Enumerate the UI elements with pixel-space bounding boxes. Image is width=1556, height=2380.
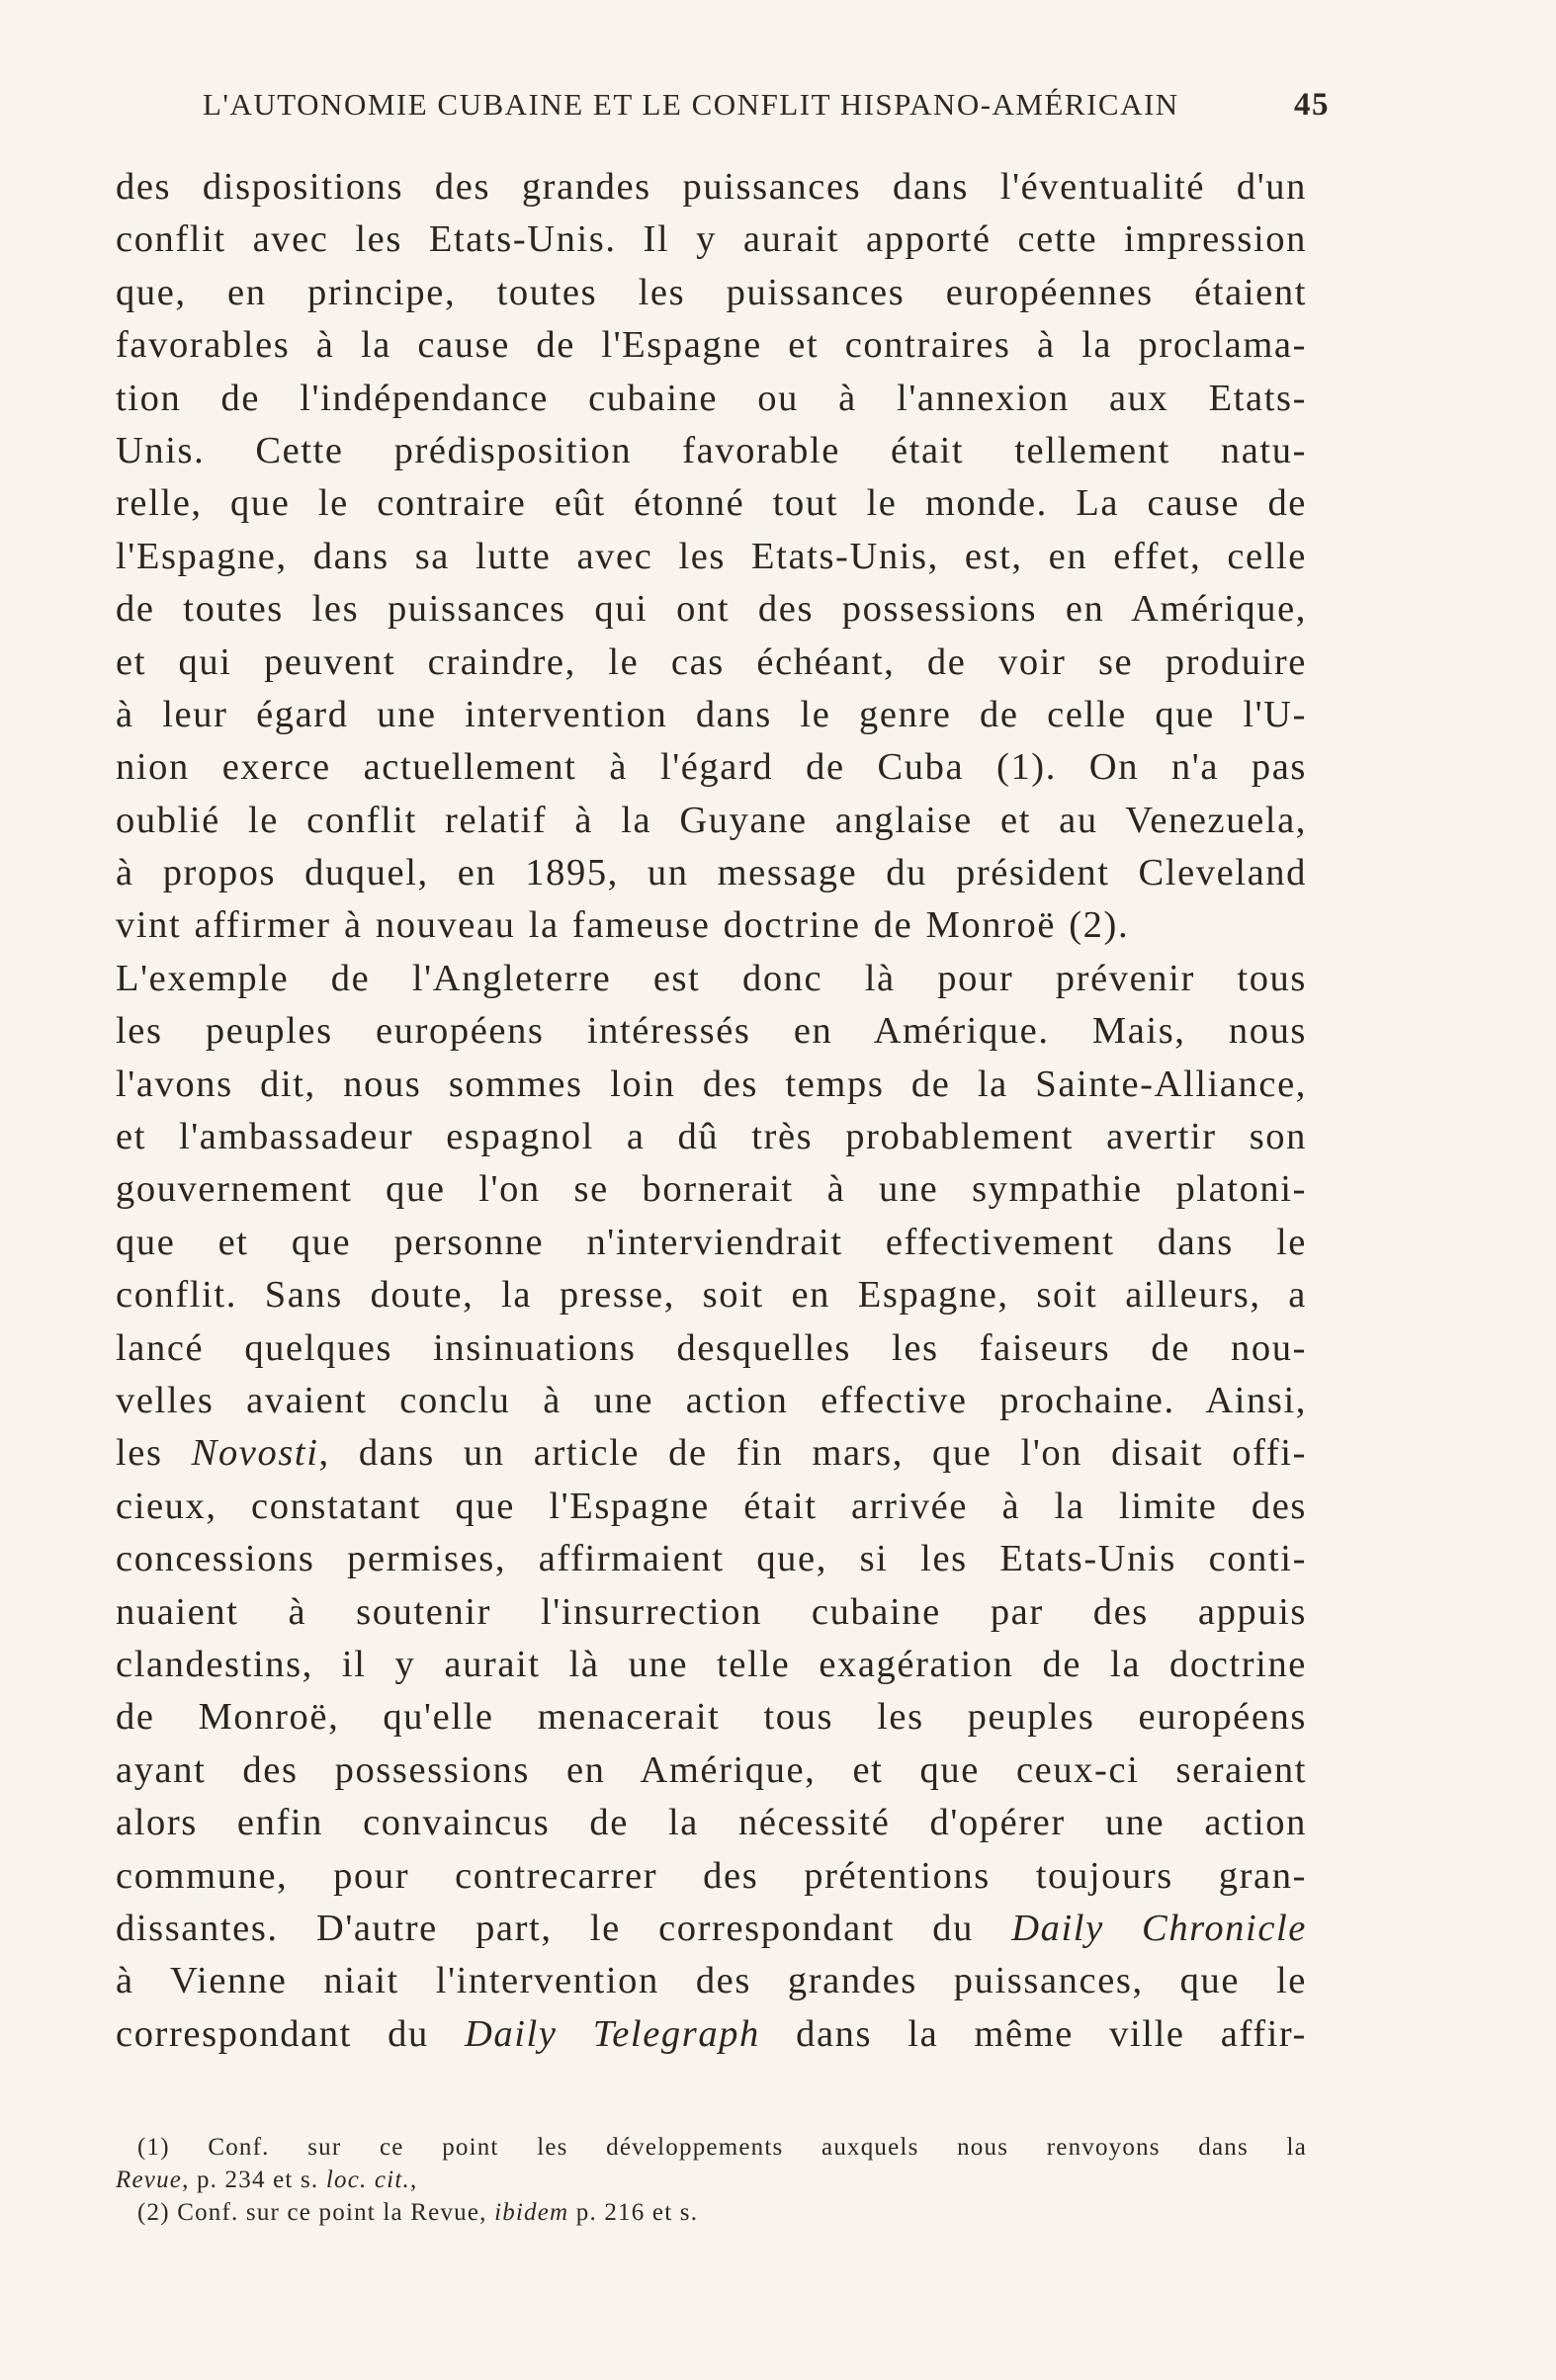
text-line: à propos duquel, en 1895, un message du président Cleveland [116,852,1307,894]
text-line: ayant des possessions en Amérique, et que ceux-ci seraient [116,1748,1307,1791]
text-line: les peuples européens intéressés en Amérique. Mais, nous [116,1010,1307,1053]
running-header [203,87,1330,136]
italic-title: Daily Telegraph [465,2012,760,2055]
text-line: gouvernement que l'on se bornerait à une sympathie platoni- [116,1168,1307,1211]
footnote-line: (1) Conf. sur ce point les développements auxquels nous renvoyons dans la [137,2134,1307,2161]
text-line: cieux, constatant que l'Espagne était arrivée à la limite des [116,1485,1307,1527]
body-text [116,161,1307,2061]
text-line: à leur égard une intervention dans le genre de celle que l'U- [116,693,1307,735]
text-line: vint affirmer à nouveau la fameuse doctrine de Monroë (2). [116,904,1130,947]
text-line: des dispositions des grandes puissances dans l'éventualité d'un [116,166,1307,208]
text-line: concessions permises, affirmaient que, si les Etats-Unis conti- [116,1538,1307,1580]
italic-title: Novosti [191,1432,319,1475]
text-line: tion de l'indépendance cubaine ou à l'annexion aux Etats- [116,377,1307,419]
text-line: de toutes les puissances qui ont des possessions en Amérique, [116,588,1307,631]
text-line: que et que personne n'interviendrait effectivement dans le [116,1221,1307,1263]
text-line: relle, que le contraire eût étonné tout le monde. La cause de [116,482,1307,525]
text-line: velles avaient conclu à une action effective prochaine. Ainsi, [116,1379,1307,1421]
italic-title: ibidem [494,2199,569,2226]
text-line: Unis. Cette prédisposition favorable était tellement natu- [116,429,1307,471]
italic-title: Revue [116,2167,183,2193]
text-line: et qui peuvent craindre, le cas échéant, de voir se produire [116,640,1307,683]
text-line: les Novosti, dans un article de fin mars, que l'on disait offi- [116,1432,1307,1475]
text-line: que, en principe, toutes les puissances européennes étaient [116,271,1307,313]
text-line: favorables à la cause de l'Espagne et contraires à la proclama- [116,324,1307,367]
text-line: correspondant du Daily Telegraph dans la même ville affir- [116,2012,1307,2055]
text-line: à Vienne niait l'intervention des grandes puissances, que le [116,1960,1307,2002]
footnote-line: (2) Conf. sur ce point la Revue, ibidem p. 216 et s. [137,2199,699,2226]
text-line: l'avons dit, nous sommes loin des temps de la Sainte-Alliance, [116,1062,1307,1105]
footnotes [116,2131,1307,2229]
text-line: nuaient à soutenir l'insurrection cubaine par des appuis [116,1590,1307,1633]
page-number: 45 [1294,87,1330,123]
text-line: clandestins, il y aurait là une telle exagération de la doctrine [116,1643,1307,1685]
text-line: alors enfin convaincus de la nécessité d'opérer une action [116,1802,1307,1844]
text-line: commune, pour contrecarrer des prétentions toujours gran- [116,1854,1307,1897]
text-line: L'exemple de l'Angleterre est donc là pour prévenir tous [116,957,1307,999]
text-line: conflit. Sans doute, la presse, soit en Espagne, soit ailleurs, a [116,1274,1307,1317]
text-line: de Monroë, qu'elle menacerait tous les peuples européens [116,1696,1307,1739]
text-line: lancé quelques insinuations desquelles les faiseurs de nou- [116,1326,1307,1369]
italic-title: Daily Chronicle [1011,1907,1307,1949]
footnote-line: Revue, p. 234 et s. loc. cit., [116,2167,418,2193]
text-line: et l'ambassadeur espagnol a dû très probablement avertir son [116,1116,1307,1158]
running-title: L'AUTONOMIE CUBAINE ET LE CONFLIT HISPANO-AMÉRICAIN [203,87,1179,122]
text-line: conflit avec les Etats-Unis. Il y aurait apporté cette impression [116,218,1307,261]
italic-title: loc. cit. [325,2167,410,2193]
text-line: oublié le conflit relatif à la Guyane anglaise et au Venezuela, [116,799,1307,841]
text-line: dissantes. D'autre part, le correspondant du Daily Chronicle [116,1907,1307,1949]
text-line: nion exerce actuellement à l'égard de Cuba (1). On n'a pas [116,746,1307,789]
text-line: l'Espagne, dans sa lutte avec les Etats-Unis, est, en effet, celle [116,535,1307,577]
